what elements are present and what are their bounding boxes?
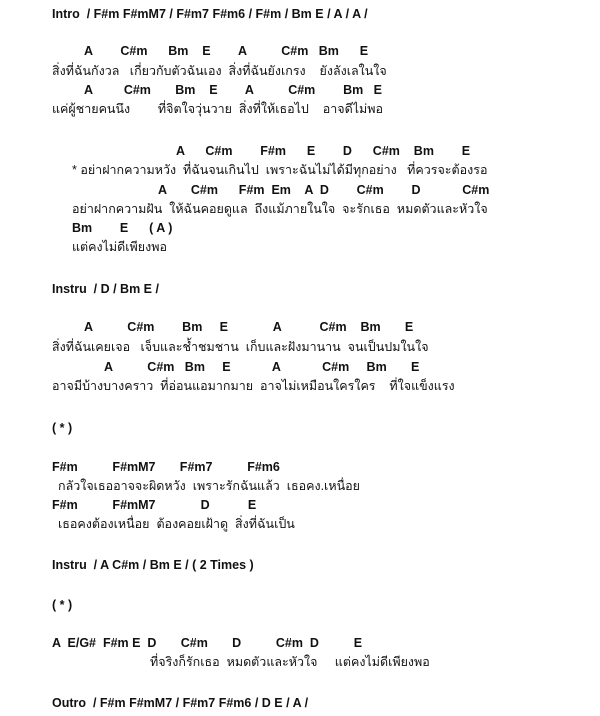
chorus-repeat-1: ( * ) xyxy=(52,421,73,435)
bridge-chords-1: F#m F#mM7 F#m7 F#m6 xyxy=(52,460,280,474)
chorus-chords-3: Bm E ( A ) xyxy=(72,221,173,235)
intro-line: Intro / F#m F#mM7 / F#m7 F#m6 / F#m / Bm E / A / A / xyxy=(52,7,368,21)
verse1-chords-1: A C#m Bm E A C#m Bm E xyxy=(84,44,369,58)
ending-lyric: ที่จริงก็รักเธอ หมดตัวและหัวใจ แต่คงไม่ดีเพียงพอ xyxy=(150,655,430,669)
instru-line-1: Instru / D / Bm E / xyxy=(52,282,159,296)
outro-line: Outro / F#m F#mM7 / F#m7 F#m6 / D E / A / xyxy=(52,696,309,710)
verse2-chords-1: A C#m Bm E A C#m Bm E xyxy=(84,320,414,334)
verse2-chords-2: A C#m Bm E A C#m Bm E xyxy=(104,360,420,374)
bridge-lyric-2: เธอคงต้องเหนื่อย ต้องคอยเฝ้าดู สิ่งที่ฉันเป็น xyxy=(58,517,295,531)
verse2-lyric-1: สิ่งที่ฉันเคยเจอ เจ็บและช้ำชมชาน เก็บและฝังมานาน จนเป็นปมในใจ xyxy=(52,340,429,354)
chorus-chords-2: A C#m F#m Em A D C#m D C#m xyxy=(158,183,490,197)
verse1-chords-2: A C#m Bm E A C#m Bm E xyxy=(84,83,382,97)
ending-chords: A E/G# F#m E D C#m D C#m D E xyxy=(52,636,363,650)
instru-line-2: Instru / A C#m / Bm E / ( 2 Times ) xyxy=(52,558,254,572)
chorus-lyric-1: * อย่าฝากความหวัง ที่ฉันจนเกินไป เพราะฉันไม่ได้มีทุกอย่าง ที่ควรจะต้องรอ xyxy=(72,163,488,177)
bridge-chords-2: F#m F#mM7 D E xyxy=(52,498,257,512)
bridge-lyric-1: กลัวใจเธออาจจะผิดหวัง เพราะรักฉันแล้ว เธอคง.เหนื่อย xyxy=(58,479,360,493)
chorus-lyric-2: อย่าฝากความฝัน ให้ฉันคอยดูแล ถึงแม้ภายในใจ จะรักเธอ หมดตัวและหัวใจ xyxy=(72,202,488,216)
chorus-chords-1: A C#m F#m E D C#m Bm E xyxy=(176,144,471,158)
chorus-lyric-3: แต่คงไม่ดีเพียงพอ xyxy=(72,240,167,254)
verse1-lyric-2: แค่ผู้ชายคนนึง ที่จิตใจวุ่นวาย สิ่งที่ให้เธอไป อาจดีไม่พอ xyxy=(52,102,383,116)
chorus-repeat-2: ( * ) xyxy=(52,598,73,612)
verse2-lyric-2: อาจมีบ้างบางคราว ที่อ่อนแอมากมาย อาจไม่เหมือนใครใคร ที่ใจแข็งแรง xyxy=(52,379,455,393)
verse1-lyric-1: สิ่งที่ฉันกังวล เกี่ยวกับตัวฉันเอง สิ่งที่ฉันยังเกรง ยังลังเลในใจ xyxy=(52,64,387,78)
